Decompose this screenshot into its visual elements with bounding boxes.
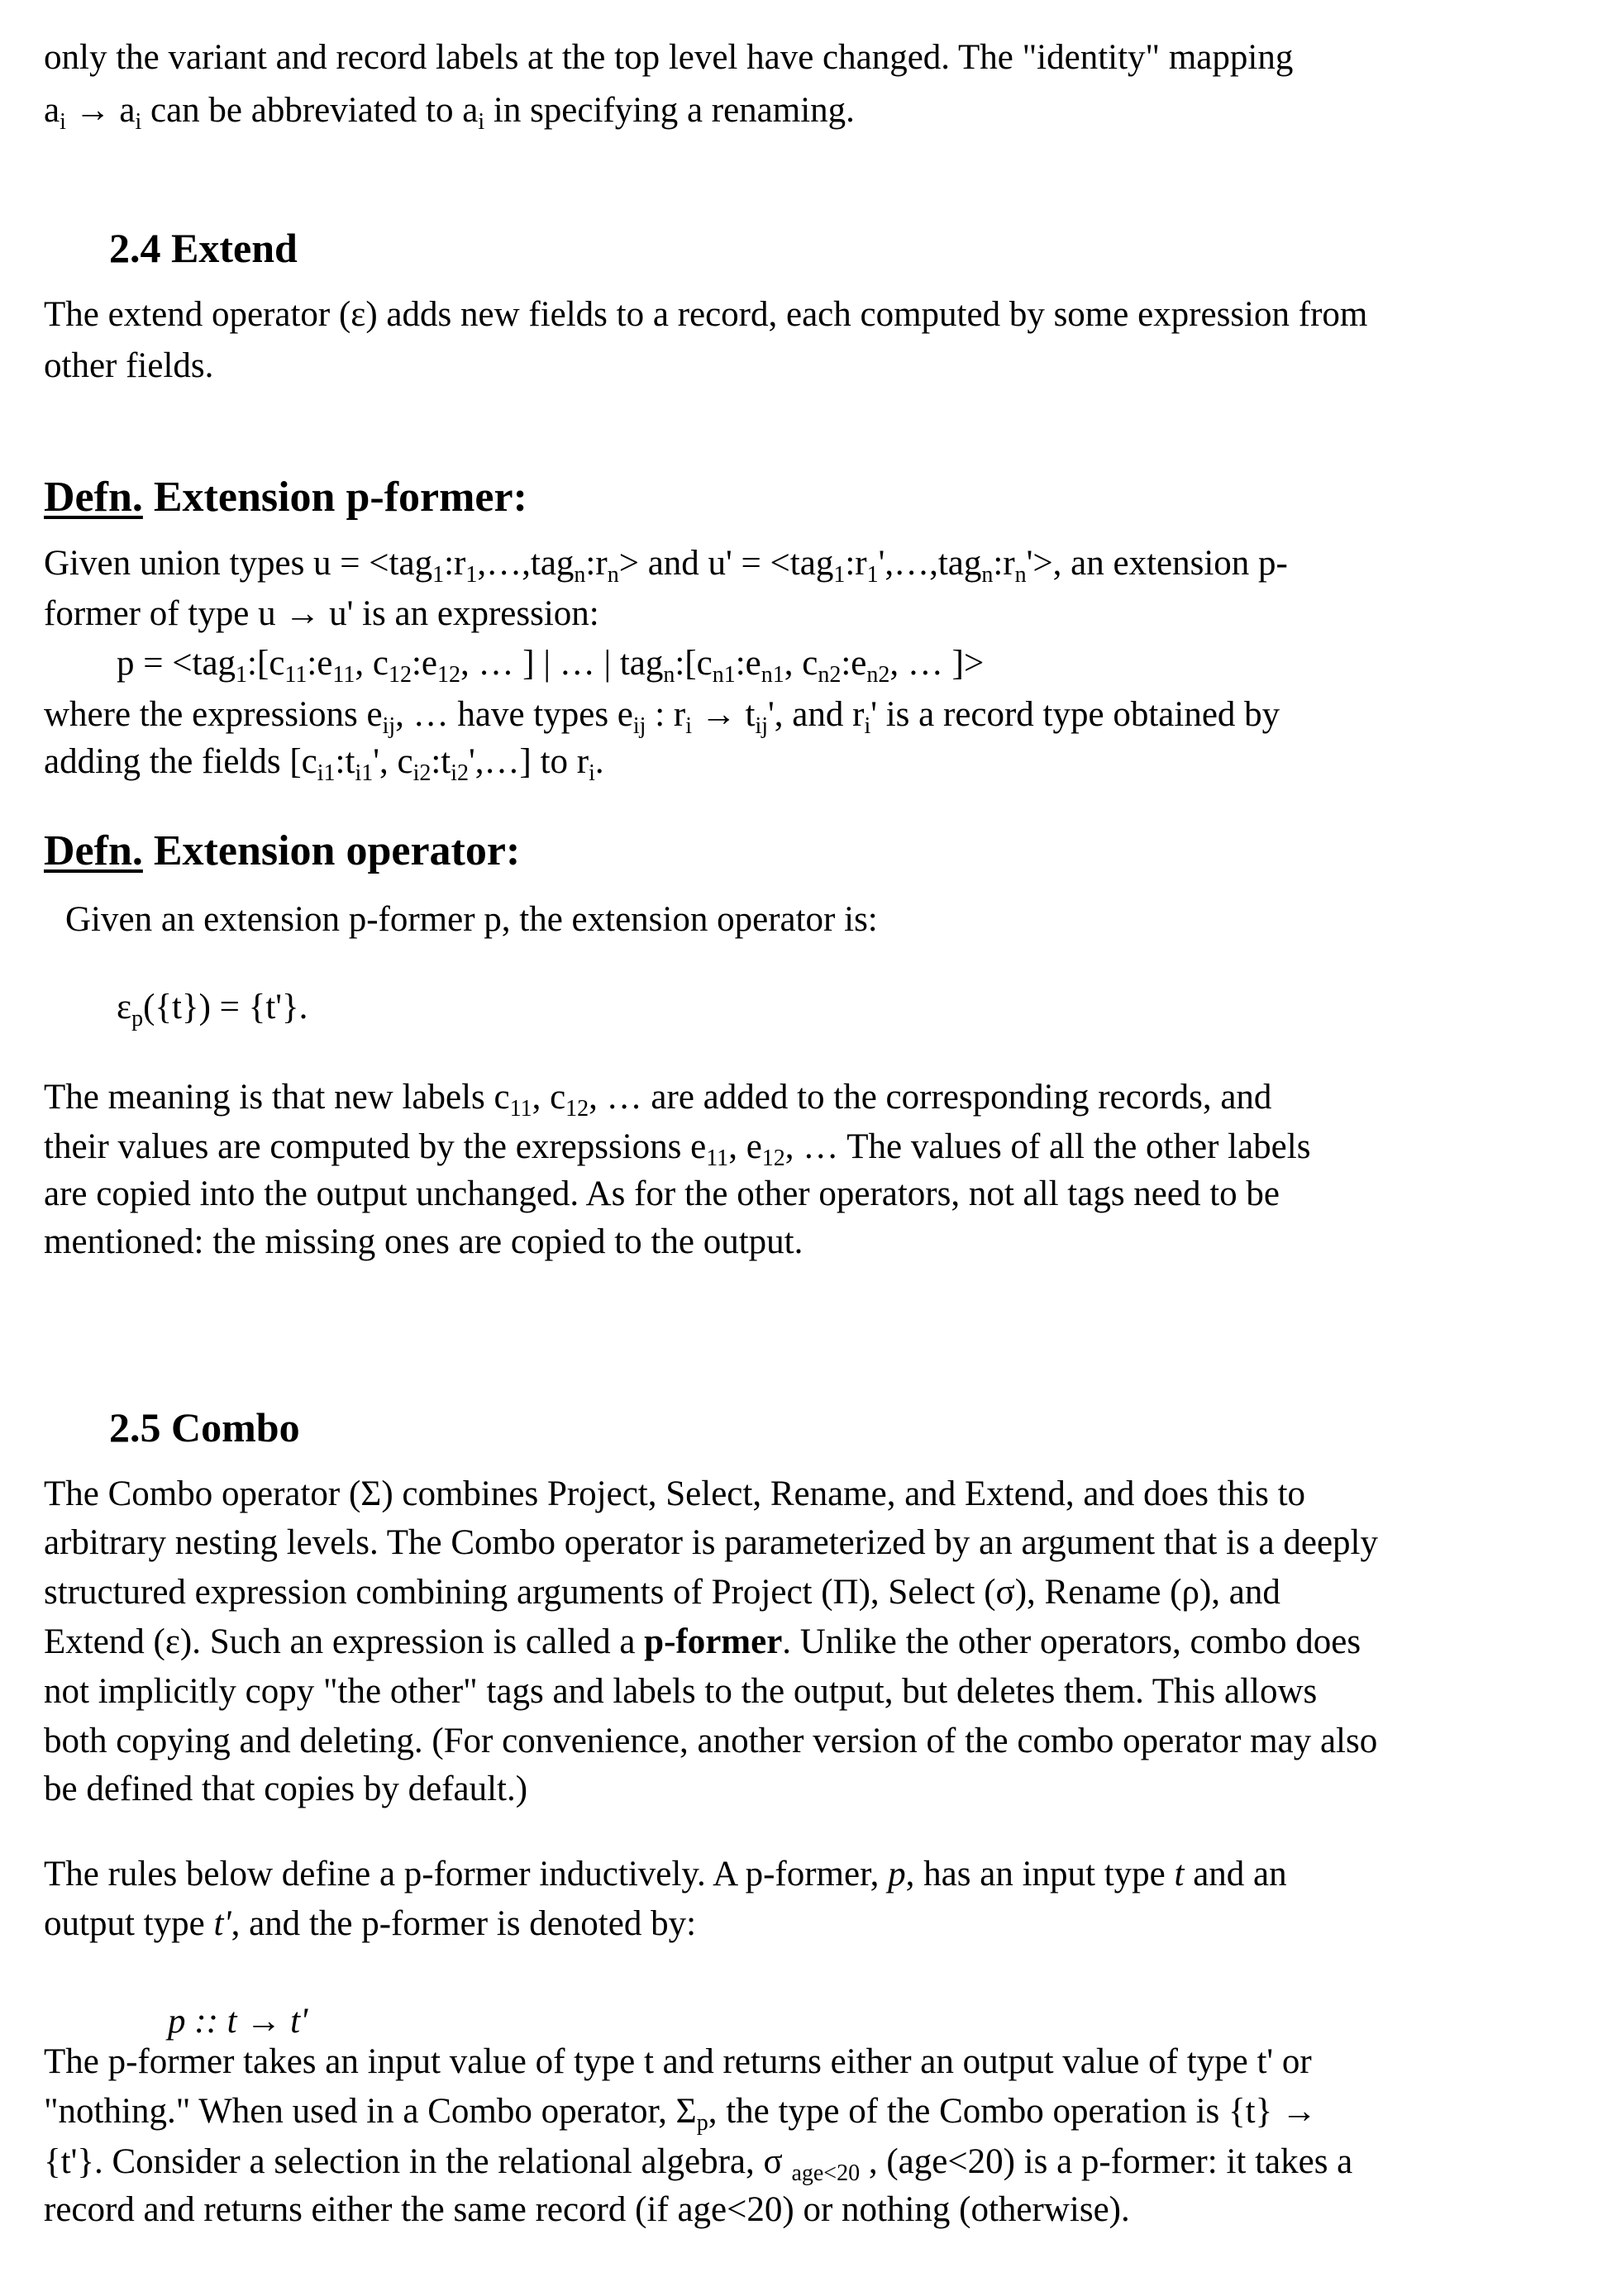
subscript: n <box>608 562 619 588</box>
text-segment: > and u' = <tag <box>619 544 834 583</box>
text-line-takes-2 <box>44 2089 1317 2146</box>
text-line-pformer-1 <box>44 541 1288 598</box>
text-segment: ({t}) = {t'}. <box>143 988 308 1027</box>
italic-term: p <box>888 1855 906 1893</box>
subscript: n <box>663 662 675 688</box>
text-segment: :[c <box>675 644 712 683</box>
text-segment: ',…] to r <box>469 742 589 781</box>
text-segment: , … ]> <box>889 644 984 683</box>
text-segment: :t <box>336 742 355 781</box>
subscript: i2 <box>451 760 469 786</box>
text-line-operator-1 <box>65 897 878 943</box>
text-segment: , e <box>728 1127 762 1166</box>
text-segment: :r <box>845 544 866 583</box>
defn-pformer-heading <box>44 474 527 521</box>
subscript: n <box>1015 562 1027 588</box>
text-segment: '>, an extension p- <box>1027 544 1288 583</box>
subscript: 12 <box>762 1146 785 1171</box>
text-segment: , the type of the Combo operation is {t} → <box>708 2092 1317 2131</box>
text-segment: The extend operator (ε) adds new fields to a record, each computed by some expression from <box>44 295 1367 334</box>
text-line-extend-2 <box>44 343 213 389</box>
text-segment: → a <box>66 91 136 130</box>
text-segment: "nothing." When used in a Combo operator, Σ <box>44 2092 697 2131</box>
text-segment: Extension p-former: <box>143 474 527 521</box>
text-segment: , and the p-former is denoted by: <box>231 1904 696 1943</box>
text-line-combo-2 <box>44 1520 1378 1566</box>
text-segment: , c <box>784 644 818 683</box>
text-segment: :r <box>444 544 465 583</box>
text-segment: 2.5 Combo <box>109 1404 300 1450</box>
text-segment: The p-former takes an input value of type t and returns either an output value of type t' or <box>44 2042 1312 2081</box>
text-segment: only the variant and record labels at the top level have changed. The "identity" mapping <box>44 38 1293 77</box>
italic-term: p :: t → t' <box>168 2002 308 2041</box>
text-segment: ε <box>117 988 131 1027</box>
text-segment: Given an extension p-former p, the extension operator is: <box>65 900 878 939</box>
subscript: n2 <box>866 662 889 688</box>
text-segment: , c <box>532 1078 566 1117</box>
subscript: n1 <box>761 662 784 688</box>
text-line-rules-formula <box>168 1998 308 2045</box>
subscript: i2 <box>413 760 432 786</box>
text-segment: other fields. <box>44 346 213 385</box>
text-segment: be defined that copies by default.) <box>44 1770 527 1808</box>
text-segment: p = <tag <box>117 644 236 683</box>
text-line-combo-7 <box>44 1766 527 1813</box>
subscript: 1 <box>236 662 247 688</box>
text-segment: mentioned: the missing ones are copied to the output. <box>44 1222 803 1261</box>
heading-2-5 <box>109 1404 300 1450</box>
text-segment: former of type u → u' is an expression: <box>44 594 599 633</box>
text-line-takes-1 <box>44 2039 1312 2085</box>
text-segment: in specifying a renaming. <box>484 91 855 130</box>
subscript: 11 <box>510 1096 532 1122</box>
text-segment: :r <box>585 544 607 583</box>
text-line-pformer-3 <box>117 641 984 698</box>
subscript: n <box>574 562 585 588</box>
text-segment: , … have types e <box>395 695 633 734</box>
text-line-intro-1 <box>44 35 1293 81</box>
subscript: i1 <box>317 760 336 786</box>
subscript: 11 <box>332 662 355 688</box>
text-segment: Given union types u = <tag <box>44 544 432 583</box>
defn-operator-heading <box>44 828 520 874</box>
text-segment: ,…,tag <box>477 544 574 583</box>
text-segment: , … ] | … | tag <box>460 644 663 683</box>
subscript: n2 <box>818 662 841 688</box>
text-segment: The Combo operator (Σ) combines Project, Select, Rename, and Extend, and does this to <box>44 1474 1305 1513</box>
subscript: n <box>981 562 993 588</box>
text-segment: , … are added to the corresponding records, and <box>589 1078 1271 1117</box>
text-segment: Extend (ε). Such an expression is called a <box>44 1622 644 1661</box>
subscript: i <box>135 109 141 135</box>
text-line-rules-2 <box>44 1901 696 1947</box>
text-segment: :e <box>841 644 866 683</box>
text-segment: output type <box>44 1904 213 1943</box>
text-segment: . <box>595 742 604 781</box>
text-line-meaning-3 <box>44 1171 1280 1217</box>
text-segment: :e <box>736 644 761 683</box>
subscript: i <box>864 713 870 739</box>
text-line-combo-1 <box>44 1471 1305 1517</box>
subscript: ij <box>755 713 768 739</box>
subscript: 1 <box>465 562 477 588</box>
text-segment: a <box>44 91 60 130</box>
subscript: i <box>60 109 66 135</box>
text-line-rules-1 <box>44 1851 1287 1898</box>
subscript: 1 <box>867 562 879 588</box>
text-segment: ', and r <box>768 695 864 734</box>
defn-label: Defn. <box>44 474 143 521</box>
subscript: n1 <box>713 662 736 688</box>
text-line-combo-4 <box>44 1619 1361 1665</box>
text-segment: , has an input type <box>906 1855 1175 1893</box>
text-segment: 2.4 Extend <box>109 225 298 271</box>
text-segment: record and returns either the same record (if age<20) or nothing (otherwise). <box>44 2190 1130 2229</box>
text-line-operator-formula <box>117 984 308 1042</box>
subscript: 11 <box>284 662 307 688</box>
text-line-intro-2 <box>44 88 855 145</box>
text-line-extend-1 <box>44 292 1367 338</box>
subscript: ij <box>383 713 396 739</box>
text-segment: not implicitly copy "the other" tags and labels to the output, but deletes them. This allows <box>44 1672 1317 1711</box>
text-segment: ',…,tag <box>879 544 982 583</box>
text-segment: structured expression combining arguments of Project (Π), Select (σ), Rename (ρ), and <box>44 1573 1280 1612</box>
subscript: 12 <box>389 662 412 688</box>
text-segment: their values are computed by the exrepssions e <box>44 1127 706 1166</box>
text-segment: :[c <box>247 644 284 683</box>
text-segment: both copying and deleting. (For convenience, another version of the combo operator may also <box>44 1722 1377 1760</box>
subscript: ij <box>633 713 646 739</box>
text-segment: , … The values of all the other labels <box>785 1127 1311 1166</box>
text-segment: :t <box>431 742 451 781</box>
italic-term: t' <box>213 1904 231 1943</box>
subscript: i <box>589 760 595 786</box>
subscript: i <box>685 713 692 739</box>
text-segment: The meaning is that new labels c <box>44 1078 510 1117</box>
text-segment: :e <box>307 644 332 683</box>
text-segment: adding the fields [c <box>44 742 317 781</box>
bold-term: p-former <box>644 1622 782 1661</box>
subscript: 1 <box>432 562 444 588</box>
text-segment: . Unlike the other operators, combo does <box>782 1622 1361 1661</box>
subscript: 12 <box>565 1096 589 1122</box>
heading-2-4 <box>109 225 298 271</box>
subscript: p <box>697 2110 708 2136</box>
defn-label: Defn. <box>44 827 143 874</box>
text-segment: :r <box>993 544 1014 583</box>
text-line-meaning-4 <box>44 1219 803 1265</box>
text-segment: , (age<20) is a p-former: it takes a <box>860 2142 1352 2181</box>
text-line-combo-3 <box>44 1570 1280 1616</box>
text-segment: :e <box>412 644 437 683</box>
subscript: age<20 <box>791 2160 860 2186</box>
subscript: i1 <box>355 760 373 786</box>
text-segment: can be abbreviated to a <box>141 91 478 130</box>
text-segment: , c <box>355 644 389 683</box>
text-segment: are copied into the output unchanged. As for the other operators, not all tags need to be <box>44 1174 1280 1213</box>
text-segment: where the expressions e <box>44 695 383 734</box>
subscript: i <box>478 109 484 135</box>
text-segment: {t'}. Consider a selection in the relational algebra, σ <box>44 2142 791 2181</box>
subscript: p <box>131 1006 143 1031</box>
text-segment: : r <box>646 695 685 734</box>
text-segment: The rules below define a p-former inductively. A p-former, <box>44 1855 888 1893</box>
text-line-takes-4 <box>44 2187 1130 2233</box>
text-segment: ', c <box>373 742 412 781</box>
text-segment: and an <box>1184 1855 1286 1893</box>
text-segment: ' is a record type obtained by <box>870 695 1280 734</box>
text-line-pformer-2 <box>44 591 599 637</box>
text-line-combo-5 <box>44 1669 1317 1715</box>
subscript: 1 <box>833 562 845 588</box>
subscript: 12 <box>437 662 460 688</box>
italic-term: t <box>1175 1855 1185 1893</box>
text-segment: → t <box>692 695 755 734</box>
text-segment: Extension operator: <box>143 827 520 874</box>
text-line-pformer-5 <box>44 739 604 797</box>
text-line-combo-6 <box>44 1718 1377 1765</box>
text-segment: arbitrary nesting levels. The Combo operator is parameterized by an argument that is a deeply <box>44 1523 1378 1562</box>
subscript: 11 <box>706 1146 728 1171</box>
